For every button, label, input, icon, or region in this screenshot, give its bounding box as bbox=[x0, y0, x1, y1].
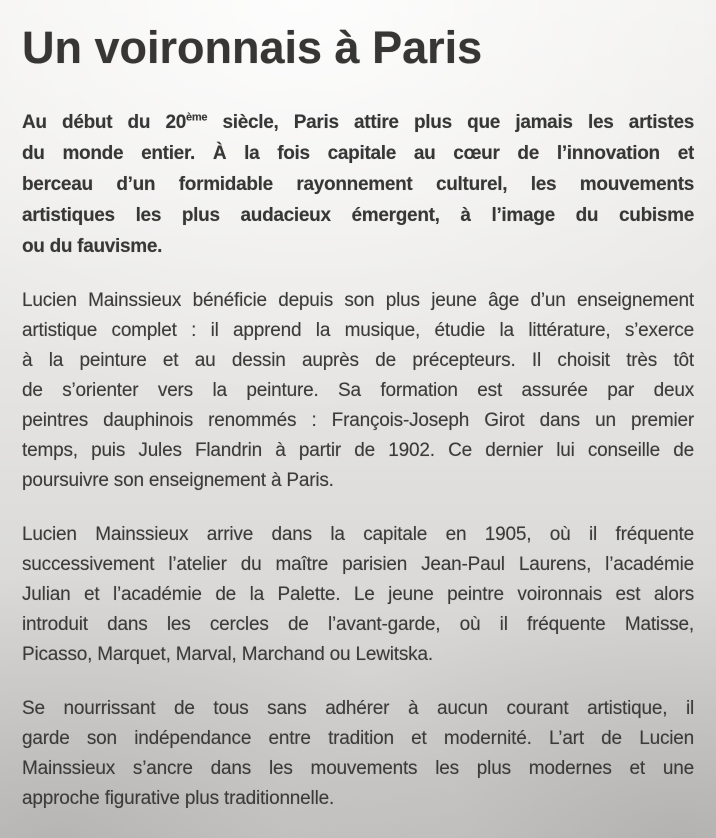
text-line: introduit dans les cercles de l’avant-garde, où il fréquente Matisse, bbox=[22, 614, 694, 635]
text-line: Lucien Mainssieux arrive dans la capitale en 1905, où il fréquente bbox=[22, 524, 694, 545]
text-line: de s’orienter vers la peinture. Sa formation est assurée par deux bbox=[22, 380, 694, 401]
panel-title: Un voironnais à Paris bbox=[22, 22, 483, 73]
text-line: berceau d’un formidable rayonnement culturel, les mouvements bbox=[22, 174, 694, 195]
text-line: approche figurative plus traditionnelle. bbox=[22, 788, 335, 809]
text-line: du monde entier. À la fois capitale au cœur de l’innovation et bbox=[22, 143, 694, 164]
text-line: Julian et l’académie de la Palette. Le jeune peintre voironnais est alors bbox=[22, 584, 694, 605]
text-line: artistique complet : il apprend la musique, étudie la littérature, s’exerce bbox=[22, 320, 694, 341]
paragraph-1 bbox=[22, 107, 694, 262]
paragraph-3 bbox=[22, 520, 694, 670]
text-line: successivement l’atelier du maître parisien Jean-Paul Laurens, l’académie bbox=[22, 554, 694, 575]
panel-body bbox=[22, 107, 694, 814]
text-line: Picasso, Marquet, Marval, Marchand ou Lewitska. bbox=[22, 644, 433, 665]
text-line: poursuivre son enseignement à Paris. bbox=[22, 470, 334, 491]
text-line: Au début du 20ème siècle, Paris attire plus que jamais les artistes bbox=[22, 111, 694, 133]
text-line: peintres dauphinois renommés : François-Joseph Girot dans un premier bbox=[22, 410, 694, 431]
text-line: Se nourrissant de tous sans adhérer à aucun courant artistique, il bbox=[22, 698, 694, 719]
paragraph-4 bbox=[22, 694, 694, 814]
text-line: à la peinture et au dessin auprès de précepteurs. Il choisit très tôt bbox=[22, 350, 694, 371]
text-line: Mainssieux s’ancre dans les mouvements les plus modernes et une bbox=[22, 758, 694, 779]
paragraph-2 bbox=[22, 286, 694, 496]
text-line: Lucien Mainssieux bénéficie depuis son plus jeune âge d’un enseignement bbox=[22, 290, 694, 311]
text-line: artistiques les plus audacieux émergent, à l’image du cubisme bbox=[22, 205, 694, 226]
text-line: ou du fauvisme. bbox=[22, 236, 163, 257]
text-line: garde son indépendance entre tradition et modernité. L’art de Lucien bbox=[22, 728, 694, 749]
text-line: temps, puis Jules Flandrin à partir de 1902. Ce dernier lui conseille de bbox=[22, 440, 694, 461]
